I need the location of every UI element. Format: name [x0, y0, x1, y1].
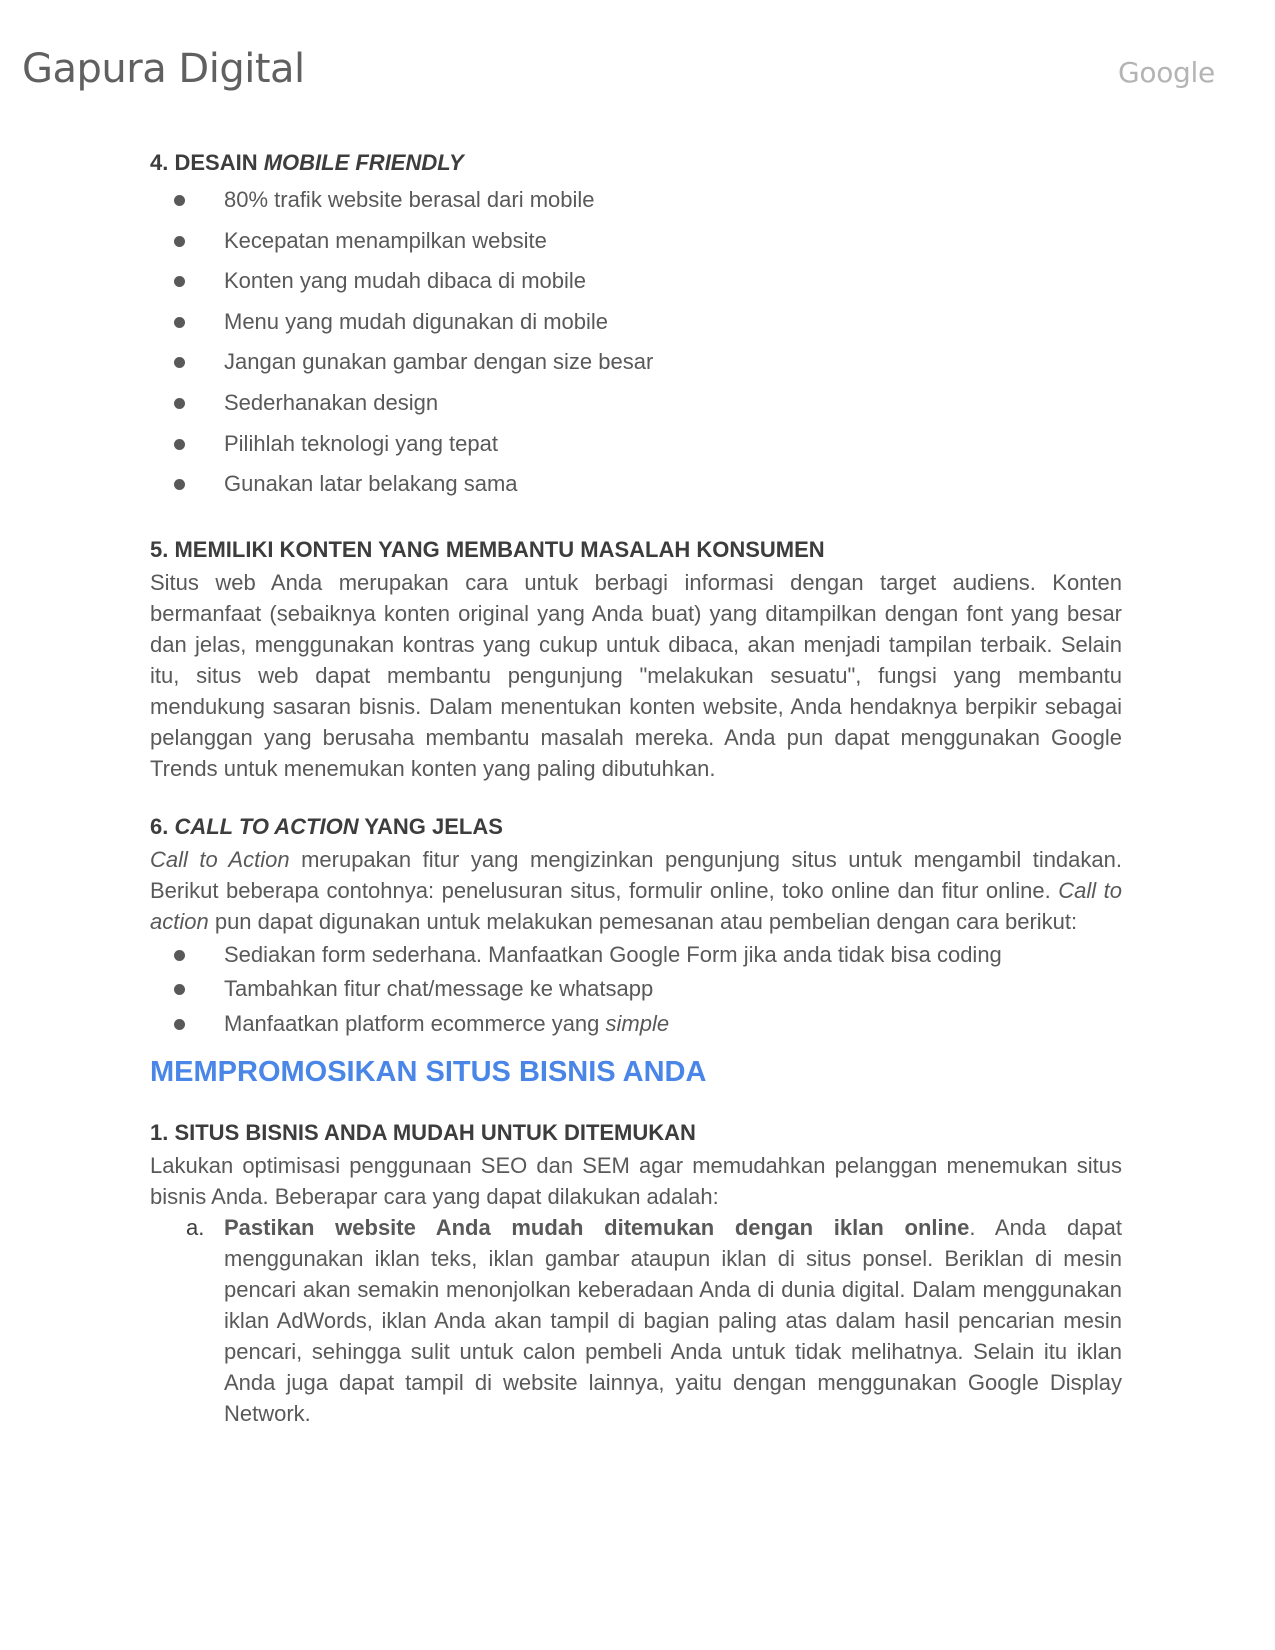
- section-6-body: Call to Action merupakan fitur yang mengizinkan pengunjung situs untuk mengambil tindakan. Berikut beberapa contohnya: penelusuran situs, formulir online, toko online dan fitur online. Call to action pun dapat digunakan untuk melakukan pemesanan atau pembelian dengan cara berikut:: [150, 846, 1122, 934]
- list-item: Manfaatkan platform ecommerce yang simple: [150, 1012, 1122, 1047]
- bullet-icon: [174, 1019, 185, 1030]
- section-6-list: [150, 943, 1122, 1047]
- list-item: Tambahkan fitur chat/message ke whatsapp: [150, 977, 1122, 1012]
- list-item: Gunakan latar belakang sama: [150, 472, 1122, 513]
- google-logo: Google: [1118, 56, 1215, 89]
- list-item: Jangan gunakan gambar dengan size besar: [150, 350, 1122, 391]
- list-item: Konten yang mudah dibaca di mobile: [150, 269, 1122, 310]
- list-item: 80% trafik website berasal dari mobile: [150, 188, 1122, 229]
- document-body: [150, 148, 1122, 1429]
- bullet-icon: [174, 236, 185, 247]
- promo-section-1-title: 1. SITUS BISNIS ANDA MUDAH UNTUK DITEMUKAN: [150, 1120, 696, 1146]
- list-item: Sediakan form sederhana. Manfaatkan Google Form jika anda tidak bisa coding: [150, 943, 1122, 978]
- section-6-title: 6. CALL TO ACTION YANG JELAS: [150, 813, 503, 839]
- item-a-text: Pastikan website Anda mudah ditemukan dengan iklan online. Anda dapat menggunakan iklan teks, iklan gambar ataupun iklan di situs ponsel. Beriklan di mesin pencari akan semakin menonjolkan keberadaan Anda di dunia digital. Dalam menggunakan iklan AdWords, iklan Anda akan tampil di bagian paling atas dalam hasil pencarian mesin pencari, sehingga sulit untuk calon pembeli Anda untuk tidak melihatnya. Selain itu iklan Anda juga dapat tampil di website lainnya, yaitu dengan menggunakan Google Display Network.: [224, 1215, 1122, 1427]
- promo-heading: MEMPROMOSIKAN SITUS BISNIS ANDA: [150, 1056, 707, 1089]
- bullet-icon: [174, 479, 185, 490]
- ordered-list-item-a: [150, 1212, 1122, 1429]
- bullet-icon: [174, 950, 185, 961]
- section-4-title: 4. DESAIN MOBILE FRIENDLY: [150, 150, 464, 175]
- bullet-icon: [174, 398, 185, 409]
- list-item: Menu yang mudah digunakan di mobile: [150, 310, 1122, 351]
- section-4-list: [150, 188, 1122, 513]
- list-item: Kecepatan menampilkan website: [150, 229, 1122, 270]
- bullet-icon: [174, 276, 185, 287]
- list-marker: a.: [186, 1215, 205, 1241]
- bullet-icon: [174, 195, 185, 206]
- list-item: Sederhanakan design: [150, 391, 1122, 432]
- promo-section-1-body: Lakukan optimisasi penggunaan SEO dan SEM agar memudahkan pelanggan menemukan situs bisnis Anda. Beberapar cara yang dapat dilakukan adalah:: [150, 1153, 1122, 1210]
- bullet-icon: [174, 984, 185, 995]
- brand-logo: Gapura Digital: [22, 46, 305, 92]
- section-5-title: 5. MEMILIKI KONTEN YANG MEMBANTU MASALAH KONSUMEN: [150, 536, 825, 562]
- bullet-icon: [174, 317, 185, 328]
- bullet-icon: [174, 357, 185, 368]
- bullet-icon: [174, 439, 185, 450]
- section-5-body: Situs web Anda merupakan cara untuk berbagi informasi dengan target audiens. Konten bermanfaat (sebaiknya konten original yang Anda buat) yang ditampilkan dengan font yang besar dan jelas, menggunakan kontras yang cukup untuk dibaca, akan menjadi tampilan terbaik. Selain itu, situs web dapat membantu pengunjung "melakukan sesuatu", fungsi yang membantu mendukung sasaran bisnis. Dalam menentukan konten website, Anda hendaknya berpikir sebagai pelanggan yang berusaha membantu masalah mereka. Anda pun dapat menggunakan Google Trends untuk menemukan konten yang paling dibutuhkan.: [150, 569, 1122, 781]
- list-item: Pilihlah teknologi yang tepat: [150, 432, 1122, 473]
